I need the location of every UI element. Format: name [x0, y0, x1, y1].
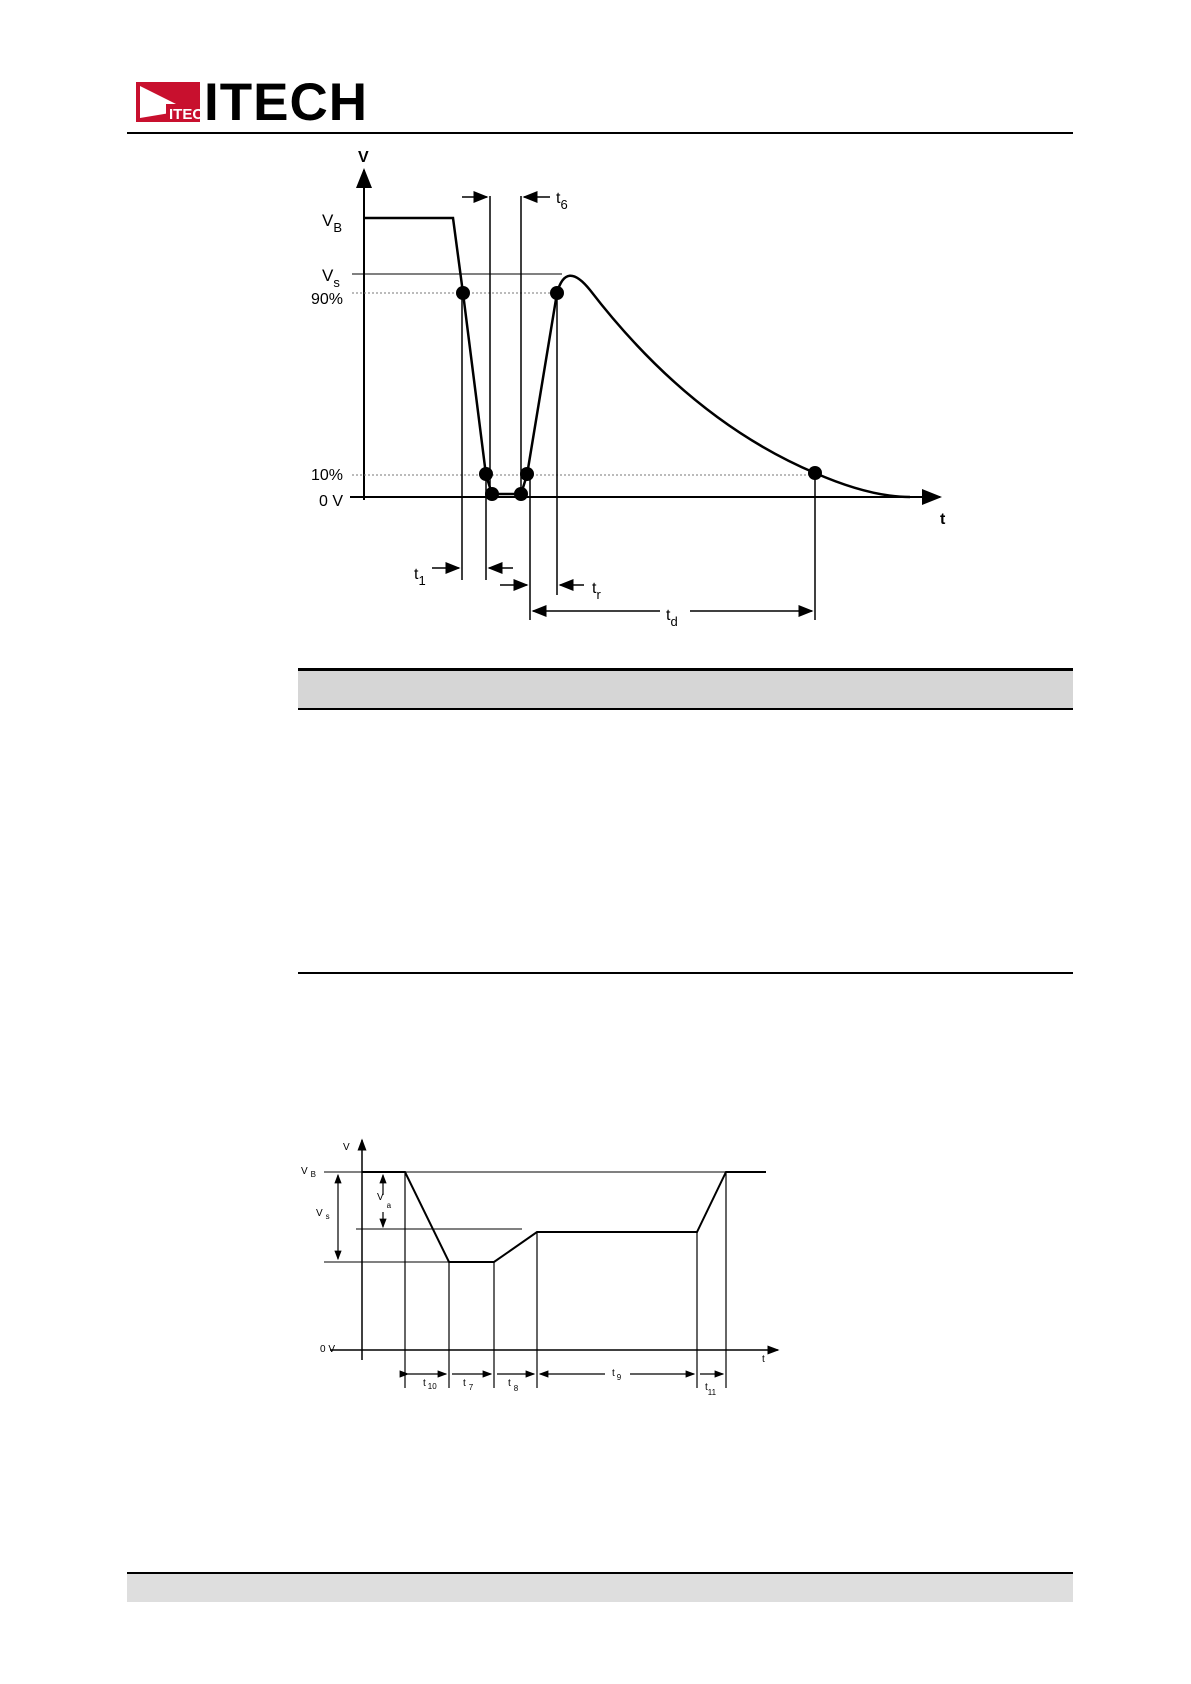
marker-p90-fall	[456, 286, 470, 300]
label-vs-2: V $_s$	[316, 1208, 330, 1221]
marker-p10-rise	[520, 467, 534, 481]
label-va-2: $V_a$	[377, 1192, 392, 1210]
axis-t-label: t	[940, 511, 946, 528]
label-t7: t $_7$	[463, 1378, 474, 1392]
label-vs: $V_s$	[322, 266, 340, 290]
table-header-row	[298, 668, 1073, 710]
label-vb-2: V $_B$	[301, 1166, 317, 1179]
figure-bottom-waveform	[290, 1130, 800, 1410]
marker-zero-fall	[485, 487, 499, 501]
label-td: $t_d$	[666, 607, 678, 629]
table-bottom-rule	[298, 972, 1073, 974]
itech-logo	[136, 73, 372, 132]
label-90pct: 90%	[311, 291, 344, 308]
label-vb: $V_B$	[322, 211, 343, 235]
logo-flag-icon	[136, 82, 214, 123]
label-tr: $t_r$	[592, 580, 601, 602]
label-t1: $t_1$	[414, 566, 426, 588]
footer-band	[127, 1574, 1073, 1602]
label-t8: t $_8$	[508, 1378, 519, 1393]
label-10pct: 10%	[311, 467, 344, 484]
waveform-curve-2	[362, 1172, 766, 1262]
logo-flag-text: ITECH	[169, 106, 214, 123]
axis-v-label-2: V	[343, 1142, 350, 1153]
logo-wordmark: ITECH	[204, 73, 368, 132]
label-t9: t $_9$	[612, 1368, 622, 1382]
label-t10: t $_{10}$	[423, 1378, 437, 1391]
figure-top-waveform	[300, 140, 960, 640]
label-t6: $t_6$	[556, 190, 568, 212]
header-rule	[127, 132, 1073, 134]
axis-v-label: V	[358, 149, 369, 166]
label-t11: $t_{11}$	[705, 1382, 717, 1397]
axis-t-label-2: t	[762, 1354, 765, 1365]
waveform-curve	[364, 218, 910, 497]
label-0v-2: 0 V	[320, 1344, 336, 1355]
label-0v: 0 V	[319, 493, 344, 510]
